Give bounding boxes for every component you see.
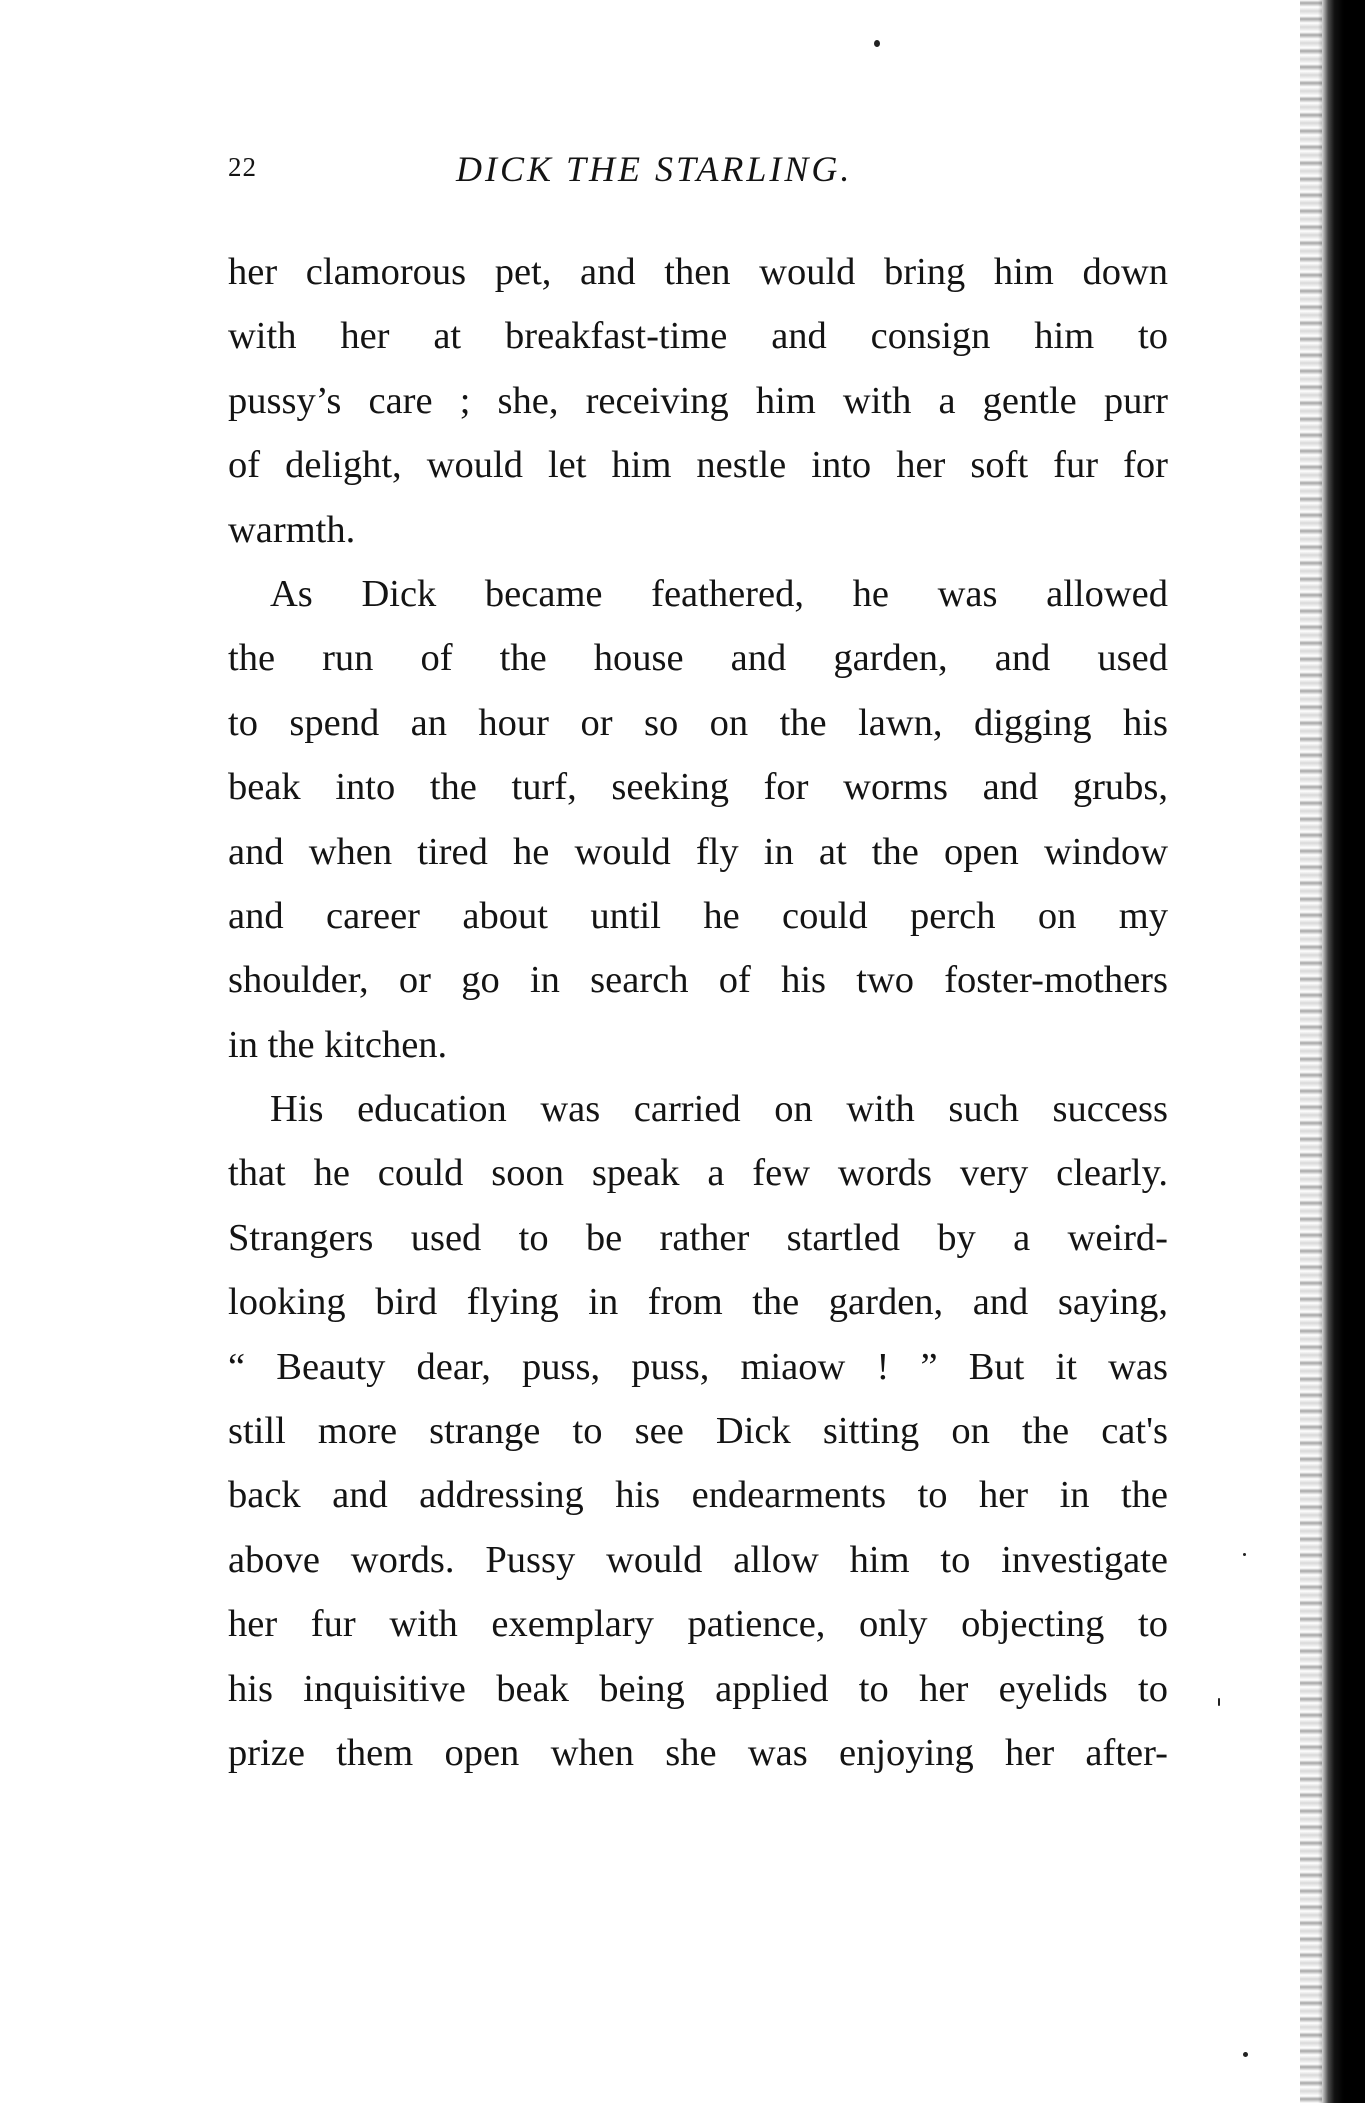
text-line: of delight, would let him nestle into her soft fur for [228,444,1168,487]
text-line: in the kitchen. [228,1023,448,1066]
scan-speck [1218,1698,1220,1706]
text-line: his inquisitive beak being applied to her eyelids to [228,1667,1168,1710]
text-line: and career about until he could perch on my [228,894,1168,937]
page-number: 22 [228,152,257,182]
text-line: Strangers used to be rather startled by a weird- [228,1216,1168,1259]
paragraph [228,240,1168,562]
text-line: As Dick became feathered, he was allowed [270,572,1168,615]
text-line: looking bird flying in from the garden, and saying, [228,1281,1168,1324]
body-text [228,240,1168,1785]
text-line: prize them open when she was enjoying her after- [228,1731,1168,1774]
text-line: “ Beauty dear, puss, puss, miaow ! ” But it was [228,1345,1168,1388]
text-line: beak into the turf, seeking for worms and grubs, [228,766,1168,809]
paragraph [228,562,1168,1077]
text-line: her clamorous pet, and then would bring him down [228,251,1168,293]
text-line: and when tired he would fly in at the open window [228,830,1168,873]
text-line: pussy’s care ; she, receiving him with a gentle purr [228,379,1168,422]
text-line: His education was carried on with such success [270,1088,1168,1131]
text-line: her fur with exemplary patience, only objecting to [228,1603,1168,1646]
scanned-page-edge [1318,0,1365,2103]
text-line: the run of the house and garden, and used [228,637,1168,680]
page-header [228,148,1168,192]
text-line: that he could soon speak a few words very clearly. [228,1152,1168,1195]
text-line: still more strange to see Dick sitting on the cat's [228,1410,1168,1453]
text-line: to spend an hour or so on the lawn, digging his [228,701,1168,744]
text-line: shoulder, or go in search of his two foster-mothers [228,959,1168,1002]
scan-speck [874,40,880,47]
scan-speck [1243,1553,1246,1556]
text-line: above words. Pussy would allow him to investigate [228,1538,1168,1581]
paragraph [228,1077,1168,1785]
text-line: warmth. [228,508,356,551]
text-line: with her at breakfast-time and consign him to [228,315,1168,358]
running-title: DICK THE STARLING. [456,149,853,189]
text-line: back and addressing his endearments to her in the [228,1474,1168,1517]
scan-speck [1243,2052,1248,2057]
